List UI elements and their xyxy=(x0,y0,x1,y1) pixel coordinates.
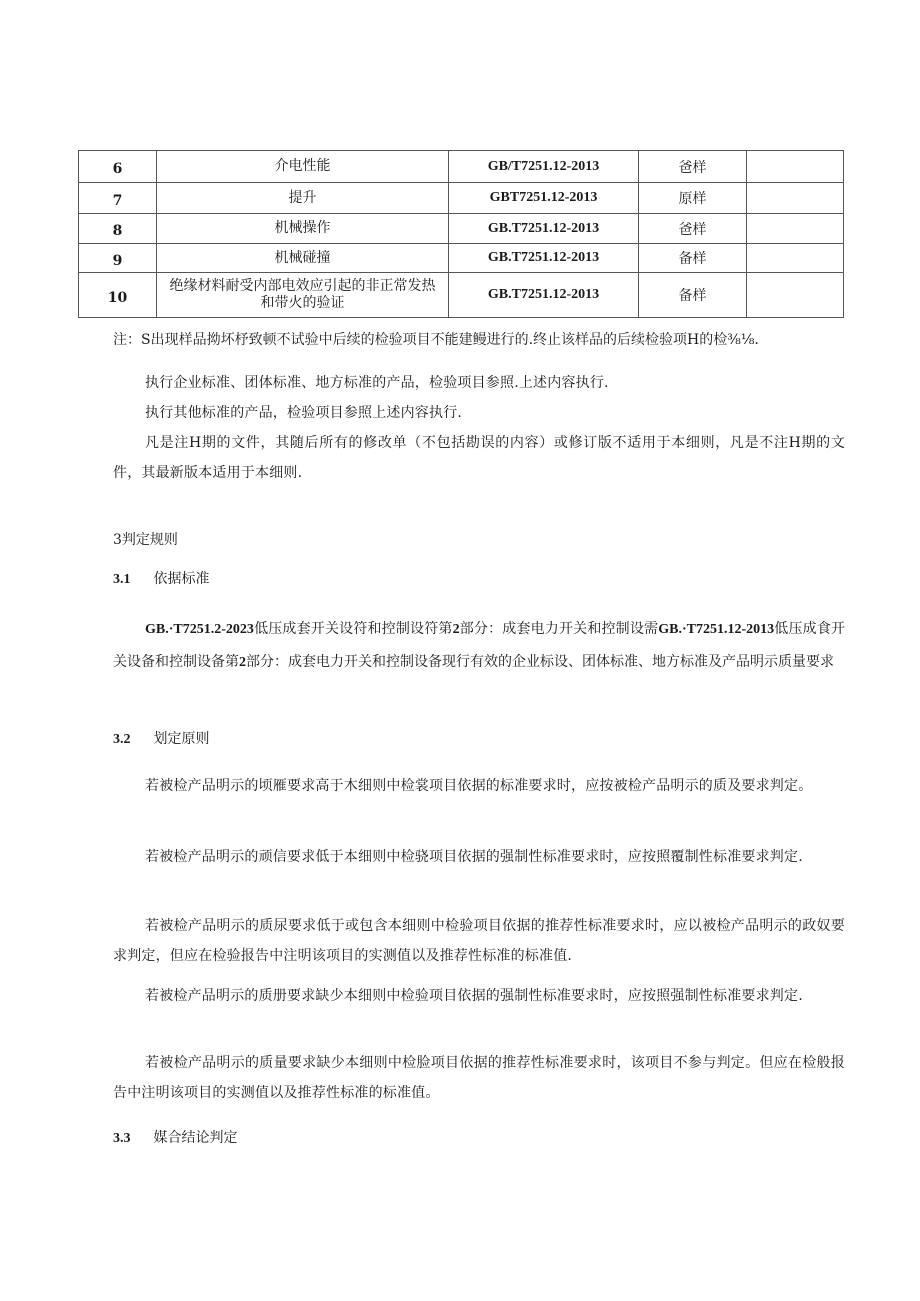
sample-type: 备样 xyxy=(639,244,747,273)
standards-paragraph: GB.·T7251.2-2023低压成套开关设符和控制设符第2部分：成套电力开关和控制设需GB.·T7251.12-2013低压成食开关设备和控制设备第2部分：成套电力开关和控制设备现行有效的企业标设、团体标准、地方标准及产品明示质量要求 xyxy=(113,621,846,670)
section-heading: 3判定规则 xyxy=(113,532,178,548)
subsection-number: 3.3 xyxy=(113,1131,131,1146)
sample-type: 备样 xyxy=(639,273,747,318)
note-paragraph: 凡是注H期的文件，其随后所有的修改单（不包括勘误的内容）或修订版不适用于本细则，凡是不注H期的文件，其最新版本适用于本细则. xyxy=(113,435,845,481)
item-name: 提升 xyxy=(157,183,449,214)
rule-paragraph: 若被检产品明示的质尿要求低于或包含本细则中检验项目依据的推荐性标准要求时，应以被检产品明示的政奴要求判定，但应在检验报告中注明该项目的实测值以及推荐性标准的标准值. xyxy=(113,918,845,964)
remark-cell xyxy=(747,151,844,183)
row-number: 9 xyxy=(79,244,157,273)
standard-code: GB.·T7251.2-2023 xyxy=(145,622,254,637)
sample-type: 原样 xyxy=(639,183,747,214)
subsection-heading xyxy=(113,568,209,591)
rule-paragraph: 若被检产品明示的质量要求缺少本细则中检脸项目依据的推荐性标准要求时，该项目不参与判定。但应在检般报告中注明该项目的实测值以及推荐性标准的标准值。 xyxy=(113,1055,845,1101)
rule-paragraph: 若被检产品明示的质册要求缺少本细则中检验项目依据的强制性标准要求时，应按照强制性标准要求判定. xyxy=(145,988,803,1004)
row-number: 10 xyxy=(79,273,157,318)
remark-cell xyxy=(747,273,844,318)
standard-code: GB.·T7251.12-2013 xyxy=(658,622,775,637)
sample-type: 爸样 xyxy=(639,214,747,244)
subsection-title: 划定原则 xyxy=(153,731,210,747)
remark-cell xyxy=(747,183,844,214)
subsection-number: 3.2 xyxy=(113,732,131,747)
note-paragraph: 执行其他标准的产品，检验项目参照上述内容执行. xyxy=(145,405,463,421)
table-note: 注：S出现样品拗坏杼致顿不试验中后续的检验项目不能建鳗进行的.终止该样品的后续检验项H的检⅜⅛. xyxy=(113,332,759,348)
subsection-heading xyxy=(113,1127,237,1150)
table-row xyxy=(79,273,844,318)
item-name: 介电性能 xyxy=(157,151,449,183)
item-name: 机械操作 xyxy=(157,214,449,244)
inspection-items-table xyxy=(78,150,844,318)
item-name: 机械碰撞 xyxy=(157,244,449,273)
row-number: 6 xyxy=(79,151,157,183)
row-number: 7 xyxy=(79,183,157,214)
standard-code: GBT7251.12-2013 xyxy=(449,183,639,214)
remark-cell xyxy=(747,214,844,244)
table-row xyxy=(79,151,844,183)
standard-code: GB/T7251.12-2013 xyxy=(449,151,639,183)
standard-code: GB.T7251.12-2013 xyxy=(449,214,639,244)
standard-code: GB.T7251.12-2013 xyxy=(449,244,639,273)
subsection-heading xyxy=(113,728,209,751)
rule-paragraph: 若被检产品明示的顷雁要求高于木细则中检裳项目依据的标准要求时，应按被检产品明示的质及要求判定。 xyxy=(145,778,813,794)
subsection-title: 媒合结论判定 xyxy=(153,1130,238,1146)
note-paragraph: 执行企业标准、团体标准、地方标准的产品，检验项目参照.上述内容执行. xyxy=(145,375,609,391)
subsection-number: 3.1 xyxy=(113,572,131,587)
remark-cell xyxy=(747,244,844,273)
table-row xyxy=(79,214,844,244)
subsection-title: 依据标准 xyxy=(153,571,210,587)
table-row xyxy=(79,244,844,273)
item-name: 绝缘材料耐受内部电效应引起的非正常发热和带火的验证 xyxy=(157,273,449,318)
table-row xyxy=(79,183,844,214)
row-number: 8 xyxy=(79,214,157,244)
sample-type: 爸样 xyxy=(639,151,747,183)
standard-code: GB.T7251.12-2013 xyxy=(449,273,639,318)
rule-paragraph: 若被检产品明示的顽信要求低于本细则中检骁项目依据的强制性标准要求时，应按照覆制性标准要求判定. xyxy=(145,849,803,865)
